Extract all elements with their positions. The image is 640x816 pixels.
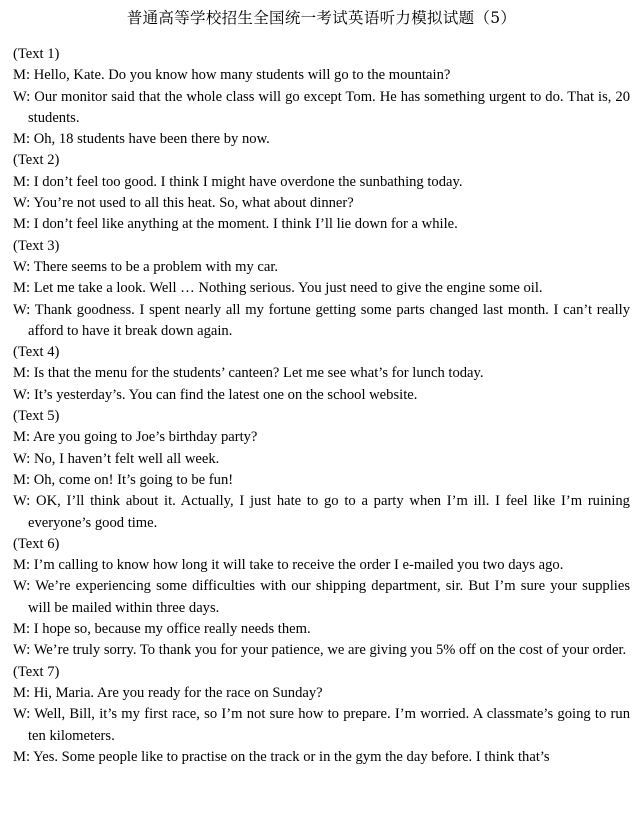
transcript-body [13,44,630,768]
speaker-label: W: [13,258,31,275]
speaker-label: W: [13,578,31,595]
utterance-text: It’s yesterday’s. You can find the latest one on the school website. [33,386,418,403]
speaker-label: W: [13,195,31,212]
dialogue-line [13,640,630,661]
speaker-label: M: [13,365,31,382]
dialogue-line [13,129,630,150]
utterance-text: I don’t feel like anything at the moment. I think I’ll lie down for a while. [33,216,458,233]
speaker-label: M: [13,67,31,84]
dialogue-line [13,87,630,130]
utterance-text: There seems to be a problem with my car. [33,258,279,275]
dialogue-line [13,363,630,384]
section-header: (Text 3) [13,237,60,254]
speaker-label: W: [13,642,31,659]
speaker-label: M: [13,280,31,297]
speaker-label: M: [13,748,31,765]
speaker-label: W: [13,450,31,467]
section-header: (Text 2) [13,152,60,169]
dialogue-line [13,65,630,86]
dialogue-line [13,555,630,576]
section-header: (Text 4) [13,344,60,361]
speaker-label: M: [13,216,31,233]
dialogue-line [13,449,630,470]
utterance-text: I don’t feel too good. I think I might have overdone the sunbathing today. [33,173,463,190]
document-title: 普通高等学校招生全国统一考试英语听力模拟试题（5） [126,9,517,27]
utterance-text: Thank goodness. I spent nearly all my fortune getting some parts changed last month. I can’t really afford to have it break down again. [28,301,630,339]
dialogue-line [13,747,630,768]
dialogue-line [13,278,630,299]
utterance-text: You’re not used to all this heat. So, what about dinner? [33,195,354,212]
speaker-label: M: [13,557,31,574]
utterance-text: We’re experiencing some difficulties with our shipping department, sir. But I’m sure your supplies will be mailed within three days. [28,578,630,616]
dialogue-line [13,576,630,619]
dialogue-line [13,619,630,640]
dialogue-line [13,300,630,343]
speaker-label: M: [13,173,31,190]
utterance-text: I hope so, because my office really needs them. [33,621,311,638]
dialogue-line [13,193,630,214]
dialogue-line [13,257,630,278]
section-header: (Text 1) [13,46,60,62]
utterance-text: Let me take a look. Well … Nothing serious. You just need to give the engine some oil. [33,280,543,297]
dialogue-line [13,683,630,704]
utterance-text: Hi, Maria. Are you ready for the race on Sunday? [33,684,323,701]
section-header: (Text 6) [13,535,60,552]
utterance-text: Our monitor said that the whole class will go except Tom. He has something urgent to do. That is, 20 students. [28,88,630,126]
speaker-label: M: [13,429,31,446]
speaker-label: W: [13,493,31,510]
utterance-text: OK, I’ll think about it. Actually, I just hate to go to a party when I’m ill. I feel like I’m ruining everyone’s good time. [28,493,630,531]
dialogue-line [13,385,630,406]
dialogue-line [13,470,630,491]
utterance-text: Oh, come on! It’s going to be fun! [33,471,234,488]
speaker-label: W: [13,88,31,105]
utterance-text: No, I haven’t felt well all week. [33,450,220,467]
dialogue-line [13,427,630,448]
speaker-label: W: [13,301,31,318]
utterance-text: Hello, Kate. Do you know how many students will go to the mountain? [33,67,451,84]
utterance-text: We’re truly sorry. To thank you for your patience, we are giving you 5% off on the cost of your order. [33,642,627,659]
section-header: (Text 7) [13,663,60,680]
section-header: (Text 5) [13,408,60,425]
dialogue-line [13,214,630,235]
utterance-text: Well, Bill, it’s my first race, so I’m not sure how to prepare. I’m worried. A classmate’s going to run ten kilometers. [28,706,630,744]
utterance-text: I’m calling to know how long it will take to receive the order I e-mailed you two days ago. [33,557,564,574]
utterance-text: Yes. Some people like to practise on the track or in the gym the day before. I think that’s [33,748,550,765]
speaker-label: M: [13,684,31,701]
speaker-label: M: [13,471,31,488]
dialogue-line [13,491,630,534]
utterance-text: Oh, 18 students have been there by now. [33,131,270,148]
speaker-label: W: [13,706,31,723]
speaker-label: W: [13,386,31,403]
utterance-text: Are you going to Joe’s birthday party? [32,429,258,446]
dialogue-line [13,704,630,747]
speaker-label: M: [13,131,31,148]
utterance-text: Is that the menu for the students’ canteen? Let me see what’s for lunch today. [33,365,484,382]
dialogue-line [13,172,630,193]
speaker-label: M: [13,621,31,638]
